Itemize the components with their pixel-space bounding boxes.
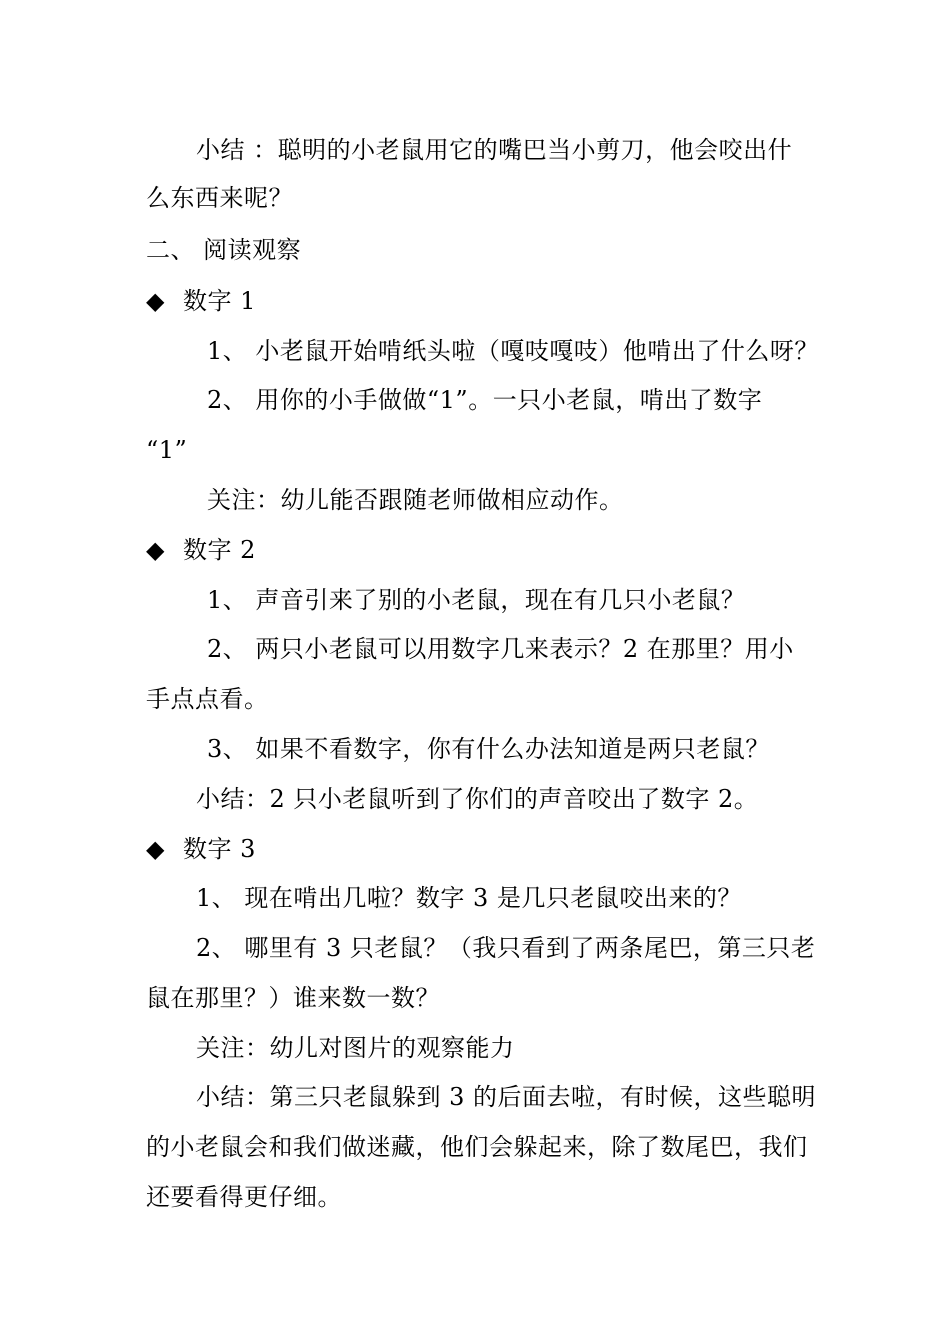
attention-note: 关注：幼儿对图片的观察能力: [196, 1034, 515, 1062]
summary-paragraph-2: 小结：2 只小老鼠听到了你们的声音咬出了数字 2。: [196, 785, 759, 813]
summary-paragraph-1-line-1: 小结 ：聪明的小老鼠用它的嘴巴当小剪刀，他会咬出什: [196, 136, 793, 164]
bullet-heading-number-2: [146, 535, 256, 565]
diamond-bullet-icon: ◆: [146, 536, 165, 564]
summary-paragraph-1-line-2: 么东西来呢？: [146, 184, 293, 212]
list-item: 3、 如果不看数字，你有什么办法知道是两只老鼠？: [207, 735, 770, 763]
list-item: 1、 声音引来了别的小老鼠，现在有几只小老鼠？: [207, 586, 746, 614]
bullet-heading-number-3: [146, 834, 256, 864]
section-heading-reading-observation: 二、 阅读观察: [146, 236, 302, 264]
bullet-heading-text: 数字 2: [182, 536, 256, 564]
summary-paragraph-3-line-3: 还要看得更仔细。: [146, 1183, 342, 1211]
list-item-continuation: 鼠在那里？）谁来数一数？: [146, 984, 440, 1012]
list-item-continuation: 手点点看。: [146, 685, 269, 713]
attention-note: 关注：幼儿能否跟随老师做相应动作。: [207, 486, 624, 514]
bullet-heading-number-1: [146, 286, 256, 316]
diamond-bullet-icon: ◆: [146, 287, 165, 315]
list-item: 2、 两只小老鼠可以用数字几来表示？2 在那里？用小: [207, 635, 794, 663]
bullet-heading-text: 数字 1: [182, 287, 256, 315]
list-item: 2、 用你的小手做做“1”。一只小老鼠，啃出了数字: [207, 386, 763, 414]
list-item: 1、 小老鼠开始啃纸头啦（嘎吱嘎吱）他啃出了什么呀？: [207, 337, 819, 365]
bullet-heading-text: 数字 3: [182, 835, 256, 863]
summary-paragraph-3-line-1: 小结：第三只老鼠躲到 3 的后面去啦，有时候，这些聪明: [196, 1083, 817, 1111]
list-item-continuation: “1”: [146, 436, 188, 464]
list-item: 2、 哪里有 3 只老鼠？（我只看到了两条尾巴，第三只老: [196, 934, 816, 962]
summary-paragraph-3-line-2: 的小老鼠会和我们做迷藏，他们会躲起来，除了数尾巴，我们: [146, 1133, 808, 1161]
list-item: 1、 现在啃出几啦？数字 3 是几只老鼠咬出来的？: [196, 884, 742, 912]
diamond-bullet-icon: ◆: [146, 835, 165, 863]
